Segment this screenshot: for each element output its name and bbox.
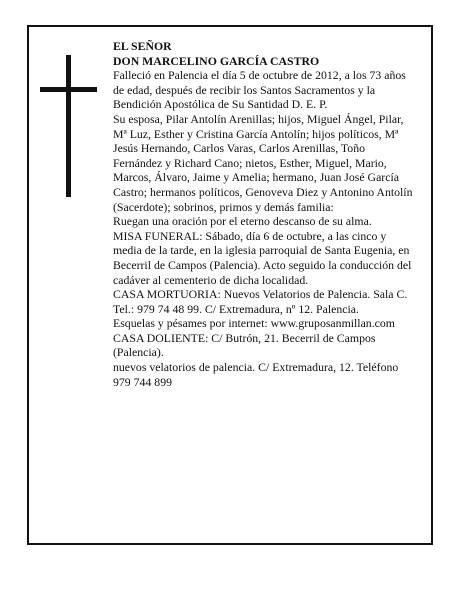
funeral-home-info: CASA MORTUORIA: Nuevos Velatorios de Palencia. Sala C. Tel.: 979 74 48 99. C/ Extremadura, nº 12. Palencia. — [113, 287, 408, 316]
deceased-name: DON MARCELINO GARCÍA CASTRO — [113, 53, 320, 68]
velatorios-contact: nuevos velatorios de palencia. C/ Extremadura, 12. Teléfono 979 744 899 — [113, 360, 399, 389]
death-announcement: Falleció en Palencia el día 5 de octubre de 2012, a los 73 años de edad, después de recibir los Santos Sacramentos y la Bendición Apostólica de Su Santidad D. E. P. — [113, 68, 406, 112]
online-condolences: Esquelas y pésames por internet: www.gruposanmillan.com — [113, 316, 395, 331]
family-home-info: CASA DOLIENTE: C/ Butrón, 21. Becerril de Campos (Palencia). — [113, 330, 376, 360]
cross-icon-horizontal-bar — [40, 87, 97, 92]
funeral-mass-info: MISA FUNERAL: Sábado, día 6 de octubre, a las cinco y media de la tarde, en la iglesia parroquial de Santa Eugenia, en Becerril de Campos (Palencia). Acto seguido la conducción del cadáver al cementerio de dicha localidad. — [113, 228, 412, 287]
family-list: Su esposa, Pilar Antolín Arenillas; hijos, Miguel Ángel, Pilar, Mª Luz, Esther y Cristina García Antolín; hijos políticos, Mª Jesús Hernando, Carlos Varas, Carlos Arenillas, Toño Fernández y Richard Cano; nietos, Esther, Miguel, Mario, Marcos, Álvaro, Jaime y Amelia; hermano, Juan José García Castro; hermanos políticos, Genoveva Diez y Antonino Antolín (Sacerdote); sobrinos, primos y demás familia: — [113, 111, 413, 214]
title-line-1: EL SEÑOR — [113, 39, 172, 53]
prayer-request: Ruegan una oración por el eterno descanso de su alma. — [113, 214, 372, 229]
cross-icon-vertical-bar — [66, 55, 71, 197]
obituary-text — [113, 39, 413, 389]
